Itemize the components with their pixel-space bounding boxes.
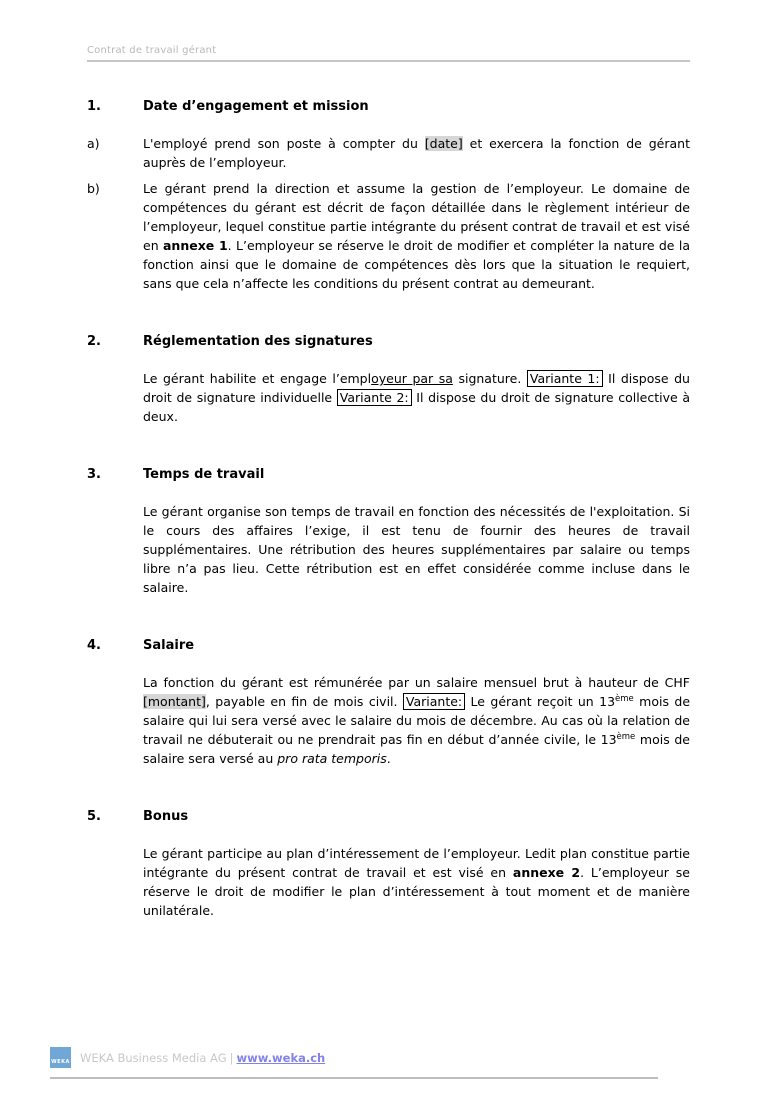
section-number: 4.: [87, 638, 101, 653]
document-header: [87, 0, 690, 62]
document-body: [87, 62, 690, 920]
section-number: 2.: [87, 334, 101, 349]
paragraph-text: Le gérant organise son temps de travail en fonction des nécessités de l'exploitation. Si le cours des affaires l’exige, il est tenu de fournir des heures de travail supplémentaires. Une rétribution des heures supplémentaires par salaire ou temps libre n’a pas lieu. Cette rétribution est en effet considérée comme incluse dans le salaire.: [143, 504, 690, 595]
paragraph-text: Le gérant habilite et engage l’employeur par sa signature. Variante 1: Il dispose du droit de signature individuelle Variante 2: Il dispose du droit de signature collective à deux.: [143, 371, 690, 424]
footer-text: [80, 1051, 325, 1065]
section-title: Date d’engagement et mission: [143, 99, 369, 114]
section-salaire: [87, 638, 690, 768]
paragraph-item: [87, 844, 690, 920]
footer-rule: [50, 1047, 658, 1079]
section-title: Bonus: [143, 809, 189, 824]
section-number: 5.: [87, 809, 101, 824]
paragraph-text: L'employé prend son poste à compter du [date] et exercera la fonction de gérant auprès de l’employeur.: [143, 136, 690, 170]
section-number: 3.: [87, 467, 101, 482]
footer-company: WEKA Business Media AG: [80, 1050, 227, 1065]
section-heading: [87, 467, 690, 483]
paragraph-item-b: [87, 179, 690, 293]
item-marker: [87, 673, 143, 768]
paragraph-text: Le gérant participe au plan d’intéressement de l’employeur. Ledit plan constitue partie intégrante du présent contrat de travail et est visé en annexe 2. L’employeur se réserve le droit de modifier le plan d’intéressement à tout moment et de manière unilatérale.: [143, 846, 690, 918]
paragraph-item: [87, 502, 690, 597]
item-marker: [87, 502, 143, 597]
section-signatures: [87, 334, 690, 426]
section-bonus: [87, 809, 690, 920]
section-heading: [87, 334, 690, 350]
paragraph-text: Le gérant prend la direction et assume la gestion de l’employeur. Le domaine de compétences du gérant est décrit de façon détaillée dans le règlement intérieur de l’employeur, lequel constitue partie intégrante du présent contrat de travail et est visé en annexe 1. L’employeur se réserve le droit de modifier et compléter la nature de la fonction ainsi que le domaine de compétences dès lors que la situation le requiert, sans que cela n’affecte les conditions du présent contrat au demeurant.: [143, 181, 690, 291]
section-number: 1.: [87, 99, 101, 114]
weka-logo: [50, 1047, 71, 1068]
footer-separator: |: [229, 1050, 234, 1065]
document-footer: [50, 1047, 658, 1079]
section-title: Réglementation des signatures: [143, 334, 373, 349]
paragraph-item-a: [87, 134, 690, 172]
footer-link[interactable]: www.weka.ch: [236, 1050, 326, 1065]
item-marker: [87, 844, 143, 920]
section-title: Temps de travail: [143, 467, 265, 482]
section-heading: [87, 99, 690, 115]
section-date-engagement: [87, 99, 690, 293]
header-title: Contrat de travail gérant: [87, 45, 217, 56]
header-rule: [87, 45, 690, 62]
paragraph-item: [87, 673, 690, 768]
section-heading: [87, 638, 690, 654]
paragraph-text: La fonction du gérant est rémunérée par un salaire mensuel brut à hauteur de CHF [montant], payable en fin de mois civil. Variante: Le gérant reçoit un 13ème mois de salaire qui lui sera versé avec le salaire du mois de décembre. Au cas où la relation de travail ne débuterait ou ne prendrait pas fin en début d’année civile, le 13ème mois de salaire sera versé au pro rata temporis.: [143, 675, 691, 766]
item-marker: [87, 369, 143, 426]
section-heading: [87, 809, 690, 825]
section-title: Salaire: [143, 638, 195, 653]
item-marker: a): [87, 136, 100, 151]
section-temps-travail: [87, 467, 690, 597]
paragraph-item: [87, 369, 690, 426]
weka-logo-text: WEKA: [51, 1059, 70, 1065]
item-marker: b): [87, 181, 100, 196]
